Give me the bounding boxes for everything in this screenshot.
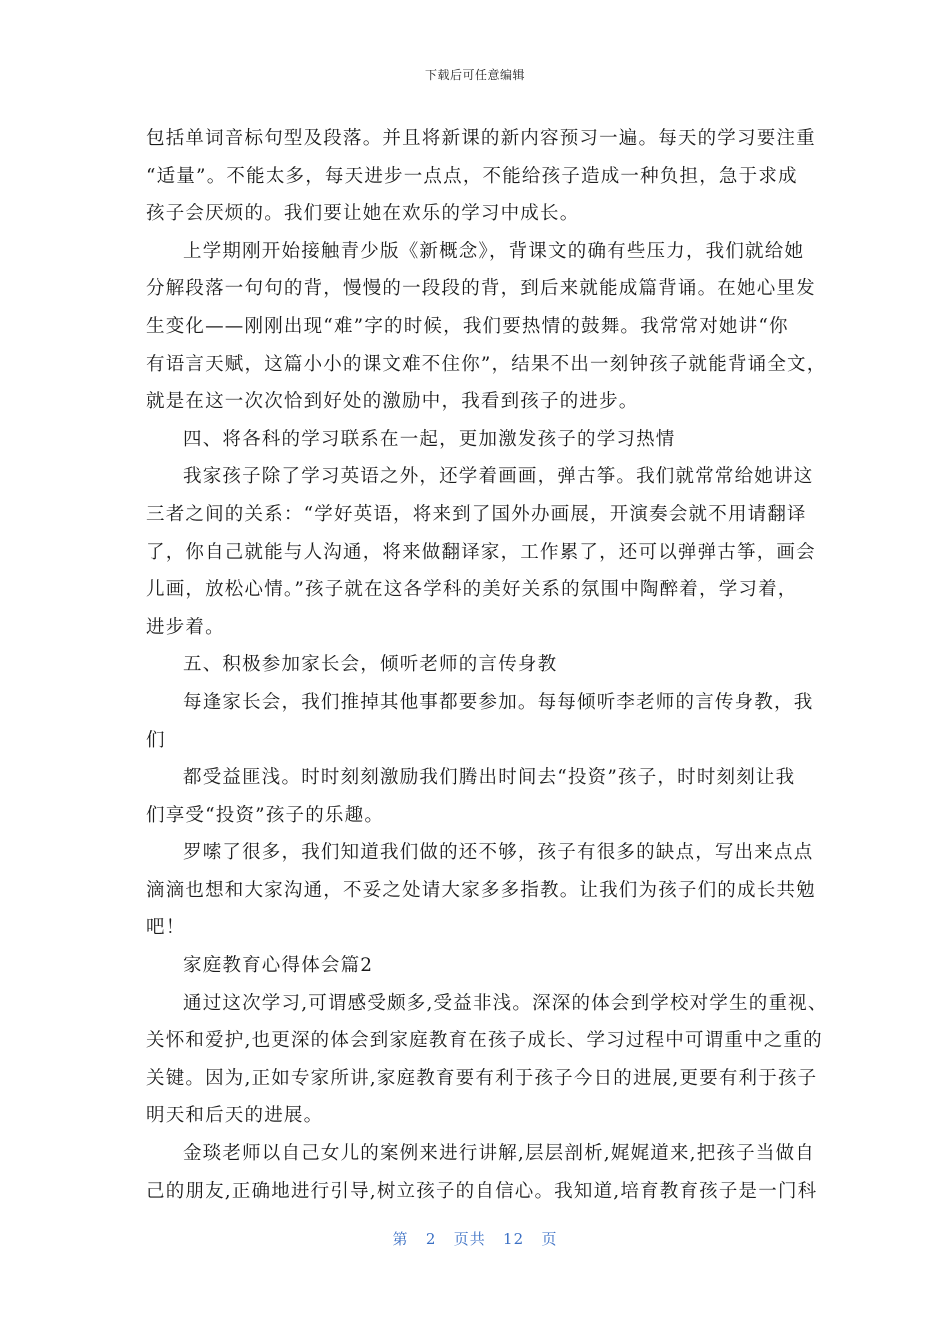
- text-line: 明天和后天的进展。: [146, 1105, 324, 1127]
- footer-current-page: 2: [425, 1230, 437, 1248]
- text-line: 通过这次学习,可谓感受颇多,受益非浅。深深的体会到学校对学生的重视、: [183, 992, 828, 1014]
- footer-total-pages: 12: [503, 1230, 525, 1248]
- text-line: 罗嗦了很多，我们知道我们做的还不够，孩子有很多的缺点，写出来点点: [183, 842, 814, 864]
- text-line: 每逢家长会，我们推掉其他事都要参加。每每倾听李老师的言传身教，我: [183, 691, 814, 713]
- text-line: 家庭教育心得体会篇2: [183, 955, 374, 977]
- text-line: 生变化——刚刚出现“难”字的时候，我们要热情的鼓舞。我常常对她讲“你: [146, 315, 789, 337]
- text-line: 五、积极参加家长会，倾听老师的言传身教: [183, 654, 558, 676]
- footer-middle: 页共: [453, 1230, 486, 1248]
- text-line: 有语言天赋，这篇小小的课文难不住你”，结果不出一刻钟孩子就能背诵全文，: [146, 353, 827, 375]
- text-line: 金琰老师以自己女儿的案例来进行讲解,层层剖析,娓娓道来,把孩子当做自: [183, 1143, 815, 1165]
- text-line: 儿画，放松心情。”孩子就在这各学科的美好关系的氛围中陶醉着，学习着，: [146, 579, 798, 601]
- text-line: 们享受“投资”孩子的乐趣。: [146, 804, 385, 826]
- text-line: 都受益匪浅。时时刻刻激励我们腾出时间去“投资”孩子，时时刻刻让我: [183, 767, 796, 789]
- text-line: 上学期刚开始接触青少版《新概念》，背课文的确有些压力，我们就给她: [183, 240, 805, 262]
- footer-prefix: 第: [392, 1230, 409, 1248]
- text-line: 分解段落一句句的背，慢慢的一段段的背，到后来就能成篇背诵。在她心里发: [146, 278, 816, 300]
- text-line: 滴滴也想和大家沟通，不妥之处请大家多多指教。让我们为孩子们的成长共勉: [146, 879, 816, 901]
- text-line: 三者之间的关系：“学好英语，将来到了国外办画展，开演奏会就不用请翻译: [146, 503, 807, 525]
- page-header: 下载后可任意编辑: [424, 68, 525, 82]
- page-footer: [0, 1228, 950, 1249]
- text-line: 己的朋友,正确地进行引导,树立孩子的自信心。我知道,培育教育孩子是一门科: [146, 1180, 818, 1202]
- text-line: 包括单词音标句型及段落。并且将新课的新内容预习一遍。每天的学习要注重: [146, 128, 816, 149]
- text-line: 们: [146, 729, 166, 751]
- text-line: 了，你自己就能与人沟通，将来做翻译家，工作累了，还可以弹弹古筝，画会: [146, 541, 816, 563]
- text-line: 吧！: [146, 917, 186, 939]
- text-line: 关键。因为,正如专家所讲,家庭教育要有利于孩子今日的进展,更要有利于孩子: [146, 1067, 818, 1089]
- text-line: 关怀和爱护,也更深的体会到家庭教育在孩子成长、学习过程中可谓重中之重的: [146, 1030, 823, 1052]
- text-line: 孩子会厌烦的。我们要让她在欢乐的学习中成长。: [146, 203, 580, 225]
- text-line: 我家孩子除了学习英语之外，还学着画画，弹古筝。我们就常常给她讲这: [183, 466, 814, 488]
- footer-suffix: 页: [541, 1230, 558, 1248]
- document-body: [146, 120, 828, 1210]
- text-line: 就是在这一次次恰到好处的激励中，我看到孩子的进步。: [146, 391, 639, 413]
- text-line: “适量”。不能太多，每天进步一点点，不能给孩子造成一种负担，急于求成: [146, 165, 798, 187]
- text-line: 进步着。: [146, 616, 225, 638]
- text-line: 四、将各科的学习联系在一起，更加激发孩子的学习热情: [183, 428, 676, 450]
